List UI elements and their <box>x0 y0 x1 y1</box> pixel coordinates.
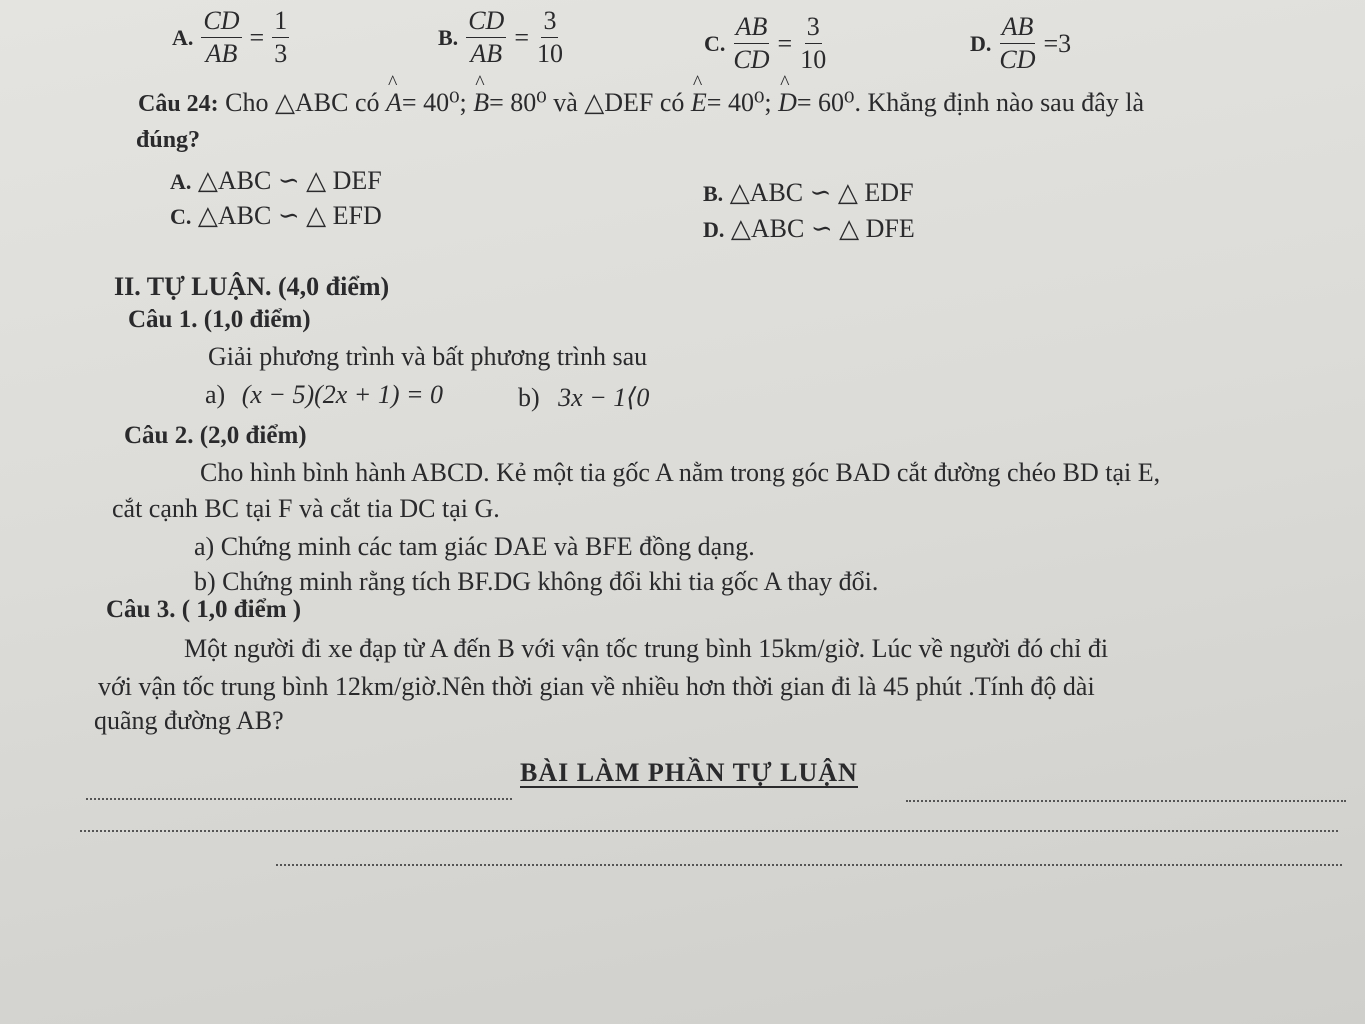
c1-part-a: a) (x − 5)(2x + 1) = 0 <box>205 380 444 409</box>
q23-option-b-fraction: $\frac{CD}{AB}$ <box>468 6 505 68</box>
c2-line-1: Cho hình bình hành ABCD. Kẻ một tia gốc A nằm trong góc BAD cắt đường chéo BD tại E, <box>200 458 1161 487</box>
c1-intro: Giải phương trình và bất phương trình sau <box>208 342 648 371</box>
q24-option-a: A. △ABC ∽ △ DEF <box>170 166 382 195</box>
c3-title: Câu 3. ( 1,0 điểm ) <box>106 596 302 623</box>
c2-line-2: cắt cạnh BC tại F và cắt tia DC tại G. <box>112 494 500 523</box>
q24-angle-a: ^ A <box>386 88 402 118</box>
q23-option-d <box>970 14 1071 73</box>
c2-part-b: b) Chứng minh rằng tích BF.DG không đổi khi tia gốc A thay đổi. <box>194 567 879 596</box>
answer-dotted-line-3 <box>276 864 1342 866</box>
q24-angle-b: ^ B <box>473 88 489 118</box>
work-title: BÀI LÀM PHẦN TỰ LUẬN <box>520 758 858 787</box>
c3-line-2: với vận tốc trung bình 12km/giờ.Nên thời gian về nhiều hơn thời gian đi là 45 phút .Tính độ dài <box>98 672 1095 701</box>
q23-option-b-value: $\frac{3}{10}$ <box>536 6 563 68</box>
q23-option-d-fraction: $\frac{AB}{CD}$ <box>999 12 1036 74</box>
q23-option-b-label: B. <box>438 24 459 50</box>
c1-title: Câu 1. (1,0 điểm) <box>128 306 311 333</box>
q23-option-d-value: =3 <box>1043 28 1072 58</box>
q24-angle-d: ^ D <box>778 88 797 118</box>
c3-line-3: quãng đường AB? <box>94 706 284 735</box>
c1-equation: (x − 5)(2x + 1) = 0 <box>241 380 444 409</box>
q23-option-a-label: A. <box>172 24 194 50</box>
q23-option-a: A. $\frac{CD}{AB}$ = $\frac{1}{3}$ <box>172 6 288 68</box>
q23-option-c-label: C. <box>704 30 726 56</box>
q23-option-b: B. $\frac{CD}{AB}$ = $\frac{3}{10}$ <box>438 6 563 68</box>
q24-option-d: D. △ABC ∽ △ DFE <box>703 214 915 243</box>
c3-line-1: Một người đi xe đạp từ A đến B với vận tốc trung bình 15km/giờ. Lúc về người đó chỉ đi <box>184 634 1109 663</box>
q24-stem: Câu 24: Cho △ABC có ^ A= 40⁰; ^ B= 80⁰ và △DEF có ^ E= 40⁰; ^ D= 60⁰. Khẳng định nào sau đây là <box>138 88 1144 118</box>
c2-title: Câu 2. (2,0 điểm) <box>124 422 307 449</box>
q24-option-b: B. △ABC ∽ △ EDF <box>703 178 914 207</box>
q24-stem-end: đúng? <box>136 127 201 153</box>
c1-inequality: 3x − 1⟨0 <box>558 383 650 412</box>
section-title: II. TỰ LUẬN. (4,0 điểm) <box>114 272 390 301</box>
q24-label: Câu 24: <box>138 91 219 117</box>
c2-part-a: a) Chứng minh các tam giác DAE và BFE đồng dạng. <box>194 532 755 561</box>
q23-option-a-fraction: $\frac{CD}{AB}$ <box>203 6 240 68</box>
q23-option-c: C. $\frac{AB}{CD}$ = $\frac{3}{10}$ <box>704 12 827 74</box>
answer-dotted-line-2 <box>80 830 1338 832</box>
answer-dotted-line-1b <box>906 800 1346 802</box>
q23-option-d-label: D. <box>970 30 992 56</box>
q24-angle-e: ^ E <box>691 88 707 118</box>
answer-dotted-line-1a <box>86 798 512 800</box>
q23-option-c-fraction: $\frac{AB}{CD}$ <box>733 12 770 74</box>
q23-option-c-value: $\frac{3}{10}$ <box>800 12 827 74</box>
q24-option-c: C. △ABC ∽ △ EFD <box>170 201 382 230</box>
c1-part-b: b) 3x − 1⟨0 <box>518 383 650 412</box>
q23-option-a-value: $\frac{1}{3}$ <box>274 6 288 68</box>
